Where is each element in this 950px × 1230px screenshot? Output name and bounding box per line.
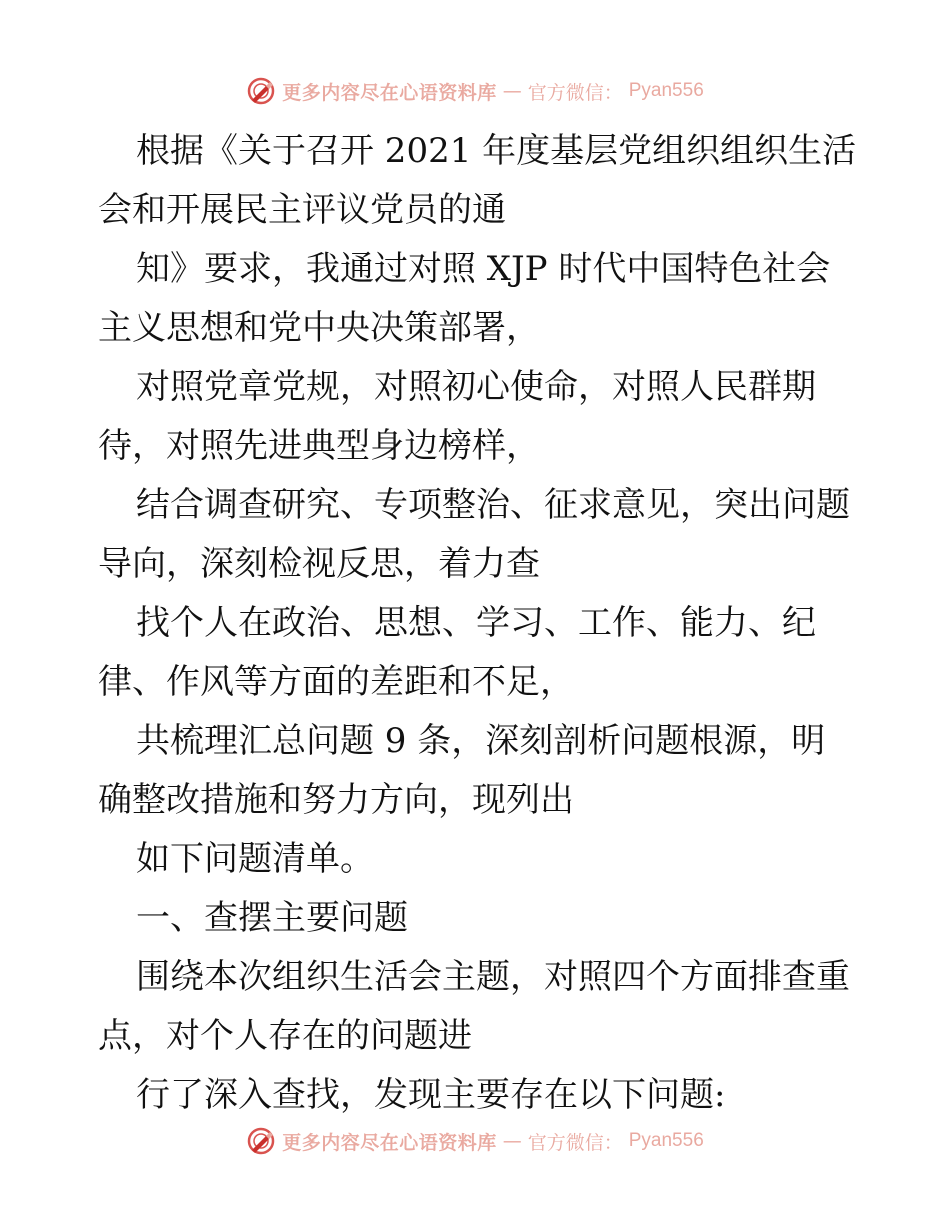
text-line: 如下问题清单。	[136, 839, 374, 879]
watermark-text: 更多内容尽在心语资料库	[282, 81, 497, 104]
watermark-contact-label: 官方微信：	[527, 81, 623, 104]
pen-logo-icon	[246, 1126, 276, 1156]
footer-watermark	[0, 1121, 950, 1161]
watermark-separator: —	[502, 1130, 522, 1152]
text-line: 主义思想和党中央决策部署，	[98, 308, 540, 348]
text-line: 结合调查研究、专项整治、征求意见，突出问题	[136, 485, 850, 525]
text-line: 会和开展民主评议党员的通	[98, 190, 506, 230]
text-line: 共梳理汇总问题 9 条，深刻剖析问题根源，明	[136, 721, 826, 761]
watermark-contact-id: Pyan556	[628, 80, 704, 101]
text-line: 知》要求，我通过对照 XJP 时代中国特色社会	[136, 249, 831, 289]
section-heading: 一、查摆主要问题	[136, 898, 408, 938]
text-line: 导向，深刻检视反思，着力查	[98, 544, 540, 584]
text-line: 确整改措施和努力方向，现列出	[98, 780, 574, 820]
text-line: 根据《关于召开 2021 年度基层党组织组织生活	[136, 131, 857, 171]
document-body	[98, 122, 858, 1125]
watermark-text: 更多内容尽在心语资料库	[282, 1131, 497, 1154]
pen-logo-icon	[246, 76, 276, 106]
text-line: 待，对照先进典型身边榜样，	[98, 426, 540, 466]
text-line: 律、作风等方面的差距和不足，	[98, 662, 574, 702]
watermark-separator: —	[502, 80, 522, 102]
text-line: 点，对个人存在的问题进	[98, 1016, 472, 1056]
watermark-contact-id: Pyan556	[628, 1130, 704, 1151]
text-line: 围绕本次组织生活会主题，对照四个方面排查重	[136, 957, 850, 997]
text-line: 行了深入查找，发现主要存在以下问题:	[136, 1075, 726, 1115]
watermark-contact-label: 官方微信：	[527, 1131, 623, 1154]
text-line: 找个人在政治、思想、学习、工作、能力、纪	[136, 603, 816, 643]
header-watermark	[0, 71, 950, 111]
text-line: 对照党章党规，对照初心使命，对照人民群期	[136, 367, 816, 407]
